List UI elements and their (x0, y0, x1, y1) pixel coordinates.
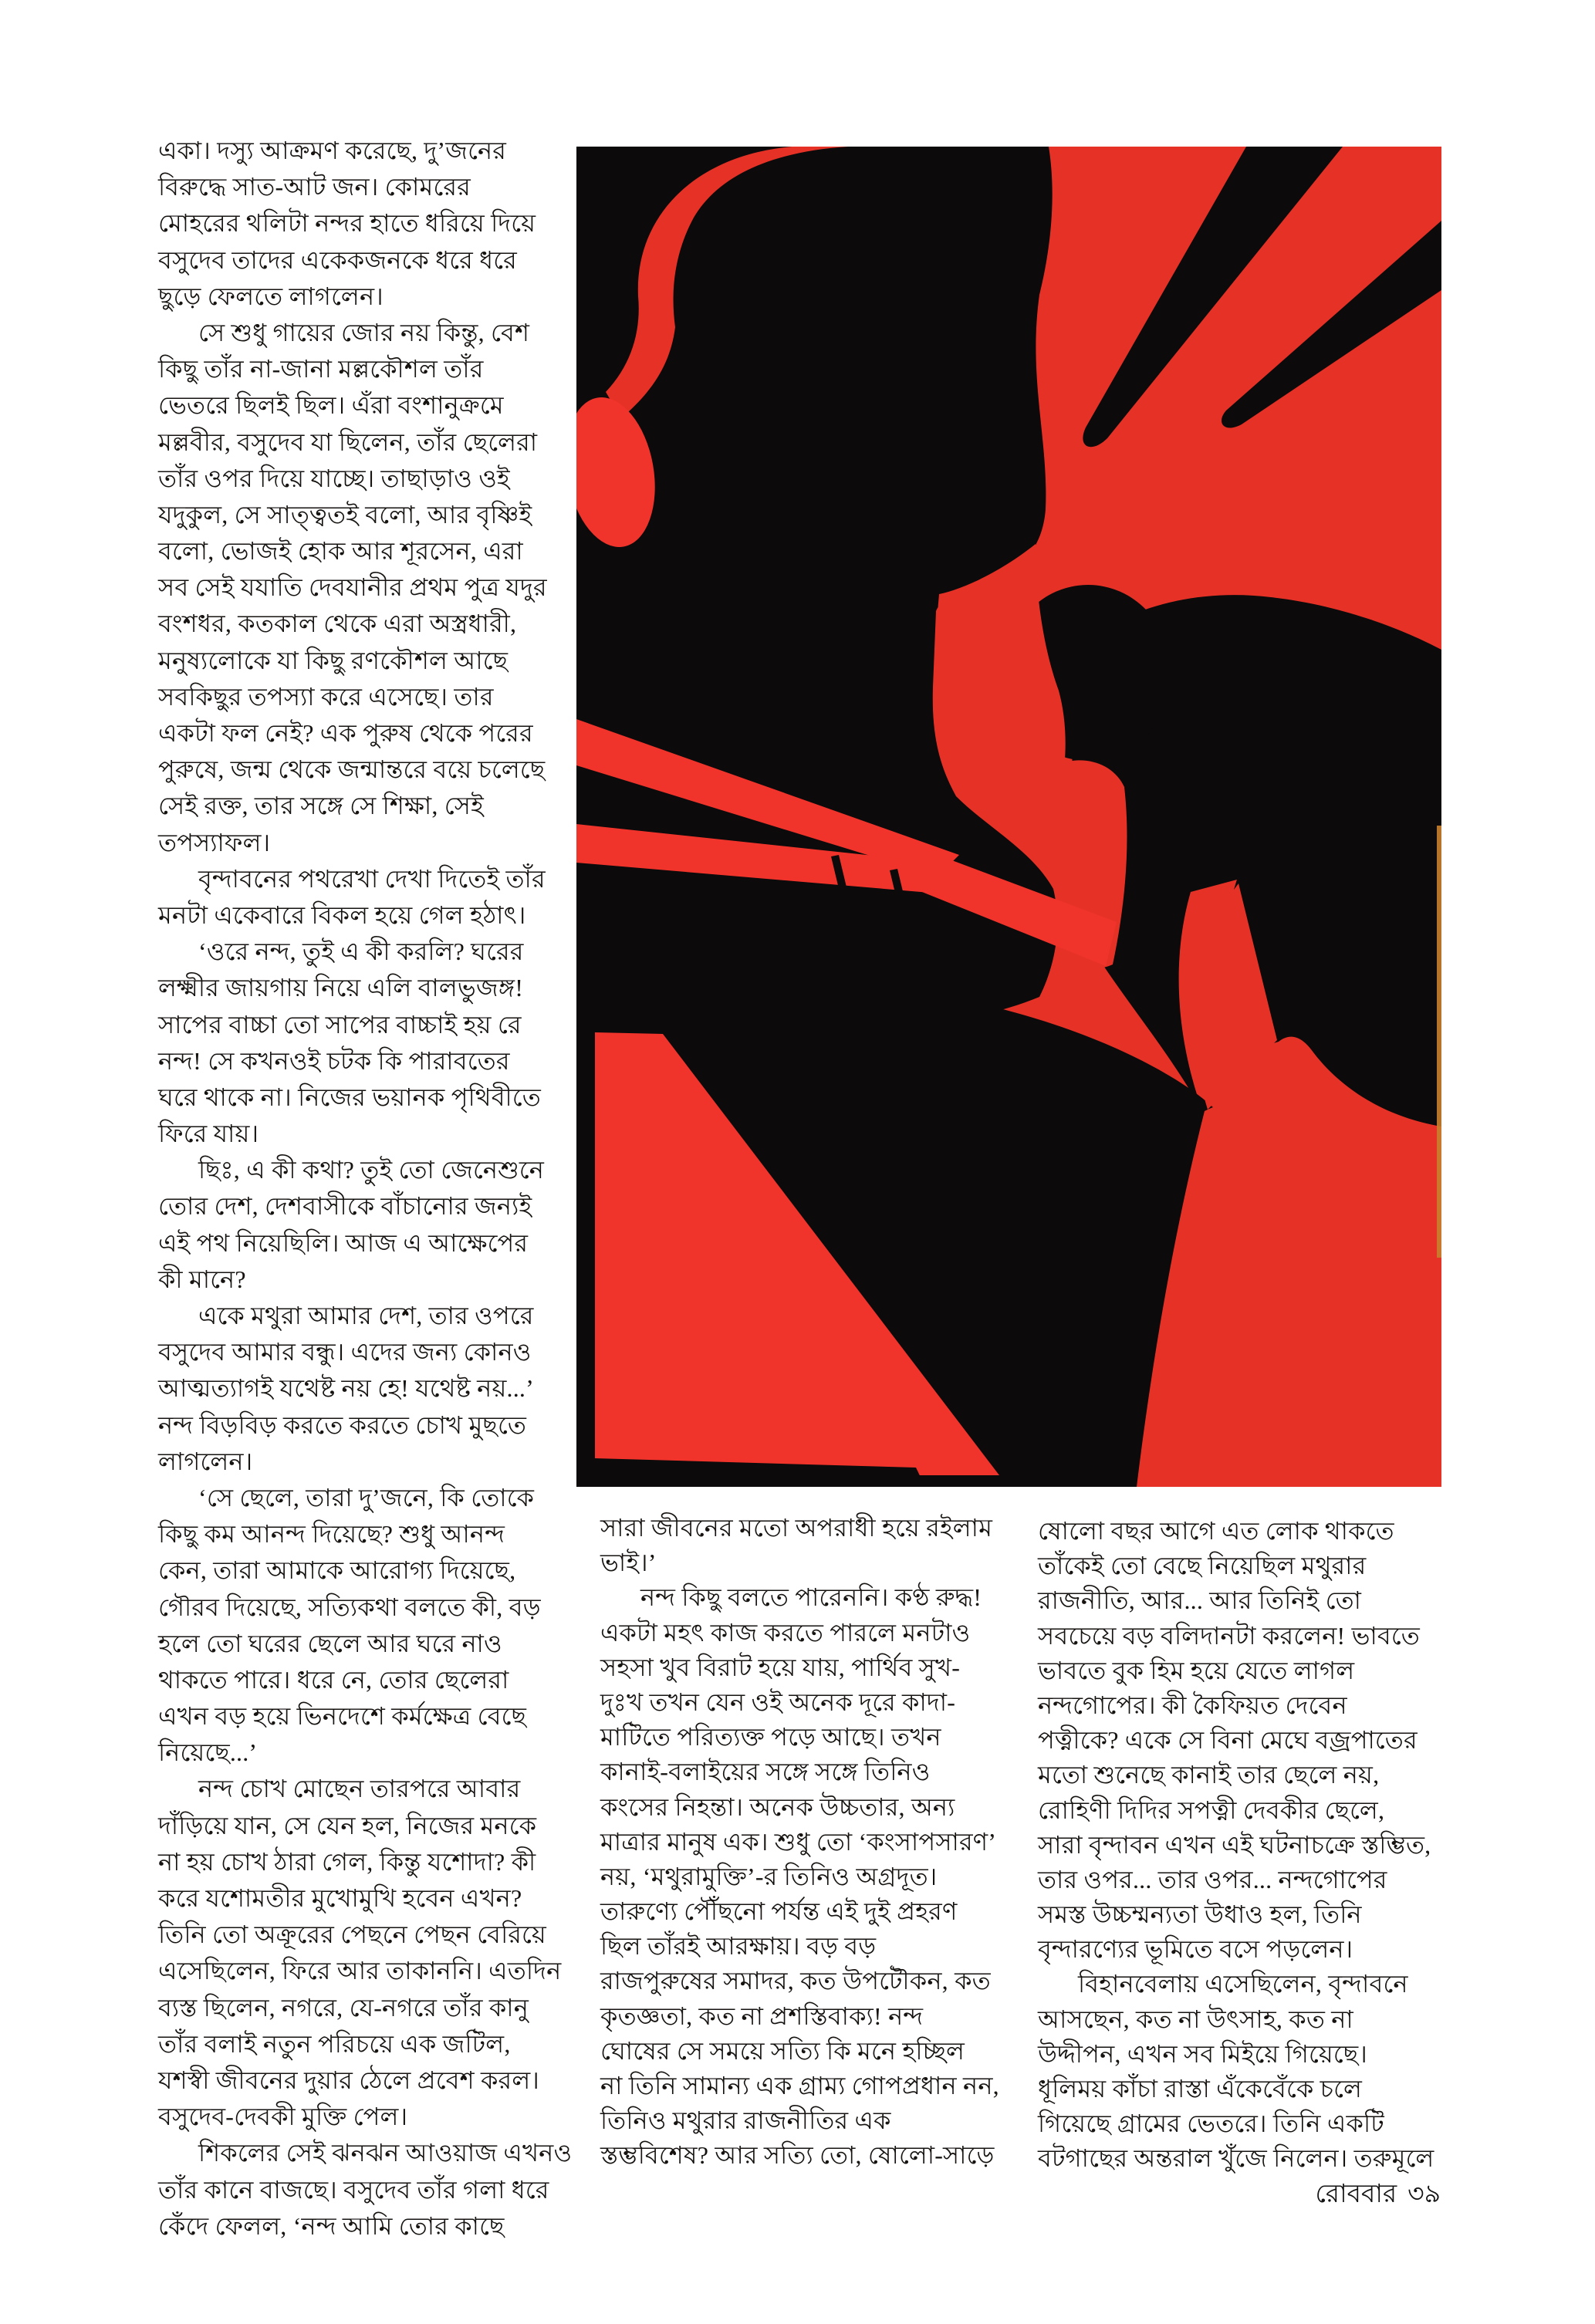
text-line: গৌরব দিয়েছে, সত্যিকথা বলতে কী, বড় (158, 1593, 541, 1621)
text-line: মতো শুনেছে কানাই তার ছেলে নয়, (1038, 1761, 1380, 1789)
text-line: কেঁদে ফেলল, ‘নন্দ আমি তোর কাছে (158, 2211, 505, 2240)
text-line: বৃন্দাবনের পথরেখা দেখা দিতেই তাঁর (198, 864, 546, 893)
text-line: যশস্বী জীবনের দুয়ার ঠেলে প্রবেশ করল। (158, 2066, 540, 2094)
text-line: তিনি তো অক্রূরের পেছনে পেছন বেরিয়ে (158, 1920, 546, 1949)
text-line: ভাই।’ (600, 1549, 657, 1577)
text-line: বসুদেব তাদের একেকজনকে ধরে ধরে (158, 245, 517, 274)
text-line: মল্লবীর, বসুদেব যা ছিলেন, তাঁর ছেলেরা (158, 427, 538, 456)
text-line: ছিল তাঁরই আরক্ষায়। বড় বড় (600, 1932, 877, 1961)
text-line: রাজনীতি, আর... আর তিনিই তো (1038, 1586, 1362, 1615)
text-line: কেন, তারা আমাকে আরোগ্য দিয়েছে, (158, 1556, 516, 1585)
text-line: বটগাছের অন্তরাল খুঁজে নিলেন। তরুমূলে (1038, 2144, 1434, 2173)
text-line: ‘সে ছেলে, তারা দু’জনে, কি তোকে (198, 1483, 535, 1512)
page-number: ৩৯ (1407, 2180, 1441, 2208)
text-line: কংসের নিহন্তা। অনেক উচ্চতার, অন্য (600, 1792, 955, 1821)
text-line: নয়, ‘মথুরামুক্তি’-র তিনিও অগ্রদূত। (600, 1862, 938, 1890)
text-line: বলো, ভোজই হোক আর শূরসেন, এরা (158, 537, 523, 566)
text-line: সমস্ত উচ্চম্মন্যতা উধাও হল, তিনি (1038, 1900, 1362, 1929)
text-line: নন্দ! সে কখনওই চটক কি পারাবতের (158, 1046, 510, 1075)
text-line: সারা বৃন্দাবন এখন এই ঘটনাচক্রে স্তম্ভিত, (1038, 1830, 1431, 1859)
text-line: মাত্রার মানুষ এক। শুধু তো ‘কংসাপসারণ’ (600, 1827, 997, 1856)
text-line: তাঁর বলাই নতুন পরিচয়ে এক জটিল, (158, 2029, 511, 2058)
illustration-canvas (576, 147, 1441, 1487)
text-line: নন্দগোপের। কী কৈফিয়ত দেবেন (1038, 1691, 1347, 1719)
text-line: লাগলেন। (158, 1447, 253, 1475)
text-line: বসুদেব আমার বন্ধু। এদের জন্য কোনও (158, 1338, 532, 1366)
text-line: হলে তো ঘরের ছেলে আর ঘরে নাও (158, 1629, 502, 1657)
text-line: কিছু কম আনন্দ দিয়েছে? শুধু আনন্দ (158, 1520, 505, 1549)
text-line: এই পথ নিয়েছিলি। আজ এ আক্ষেপের (158, 1228, 529, 1257)
text-line: বিহানবেলায় এসেছিলেন, বৃন্দাবনে (1078, 1970, 1408, 1998)
text-line: ভেতরে ছিলই ছিল। এঁরা বংশানুক্রমে (158, 391, 504, 420)
text-line: কৃতজ্ঞতা, কত না প্রশস্তিবাক্য! নন্দ (600, 2001, 924, 2030)
abstract-red-black-illustration (576, 147, 1441, 1487)
text-line: এখন বড় হয়ে ভিনদেশে কর্মক্ষেত্র বেছে (158, 1702, 527, 1731)
text-line: তার ওপর... তার ওপর... নন্দগোপের (1038, 1865, 1387, 1893)
text-line: যদুকুল, সে সাত্ত্বতই বলো, আর বৃষ্ণিই (158, 500, 532, 529)
text-line: করে যশোমতীর মুখোমুখি হবেন এখন? (158, 1884, 522, 1912)
text-line: নিয়েছে...’ (158, 1738, 258, 1767)
magazine-name: রোববার (1315, 2180, 1397, 2208)
text-line: তাঁর কানে বাজছে। বসুদেব তাঁর গলা ধরে (158, 2175, 549, 2204)
text-line: মোহরের থলিটা নন্দর হাতে ধরিয়ে দিয়ে (158, 209, 536, 238)
text-line: থাকতে পারে। ধরে নে, তোর ছেলেরা (158, 1665, 509, 1694)
text-line: দুঃখ তখন যেন ওই অনেক দূরে কাদা- (600, 1687, 956, 1716)
text-line: সারা জীবনের মতো অপরাধী হয়ে রইলাম (600, 1514, 993, 1542)
text-line: বংশধর, কতকাল থেকে এরা অস্ত্রধারী, (158, 610, 517, 638)
text-line: শিকলের সেই ঝনঝন আওয়াজ এখনও (198, 2139, 573, 2167)
text-line: তোর দেশ, দেশবাসীকে বাঁচানোর জন্যই (158, 1192, 532, 1221)
text-line: কিছু তাঁর না-জানা মল্লকৌশল তাঁর (158, 355, 484, 383)
text-line: তপস্যাফল। (158, 828, 271, 856)
text-line: কী মানে? (158, 1265, 246, 1293)
text-line: না তিনি সামান্য এক গ্রাম্য গোপপ্রধান নন, (600, 2072, 999, 2099)
text-line: ফিরে যায়। (158, 1120, 259, 1148)
text-line: নন্দ কিছু বলতে পারেননি। কণ্ঠ রুদ্ধ! (640, 1583, 982, 1612)
text-line: একটা মহৎ কাজ করতে পারলে মনটাও (600, 1618, 971, 1647)
text-line: আত্মত্যাগই যথেষ্ট নয় হে! যথেষ্ট নয়...’ (158, 1374, 534, 1403)
text-line: ভাবতে বুক হিম হয়ে যেতে লাগল (1038, 1656, 1355, 1684)
text-line: সহসা খুব বিরাট হয়ে যায়, পার্থিব সুখ- (600, 1653, 961, 1681)
text-line: একে মথুরা আমার দেশ, তার ওপরে (198, 1302, 534, 1329)
text-line: লক্ষ্মীর জায়গায় নিয়ে এলি বালভুজঙ্গ! (158, 974, 524, 1002)
text-line: ঘরে থাকে না। নিজের ভয়ানক পৃথিবীতে (158, 1083, 541, 1111)
text-line: ‘ওরে নন্দ, তুই এ কী করলি? ঘরের (198, 937, 524, 966)
page-footer (1132, 2180, 1441, 2208)
text-line: দাঁড়িয়ে যান, সে যেন হল, নিজের মনকে (158, 1811, 537, 1839)
text-line: ঘোষের সে সময়ে সত্যি কি মনে হচ্ছিল (600, 2036, 965, 2065)
text-line: গিয়েছে গ্রামের ভেতরে। তিনি একটি (1038, 2110, 1384, 2138)
paper-edge-sliver (1437, 826, 1441, 1258)
text-line: নন্দ চোখ মোছেন তারপরে আবার (198, 1775, 521, 1803)
text-line: তারুণ্যে পৌঁছনো পর্যন্ত এই দুই প্রহরণ (600, 1897, 958, 1926)
text-line: না হয় চোখ ঠারা গেল, কিন্তু যশোদা? কী (158, 1847, 536, 1876)
text-line: রাজপুরুষের সমাদর, কত উপটৌকন, কত (600, 1967, 991, 1995)
text-line: পুরুষে, জন্ম থেকে জন্মান্তরে বয়ে চলেছে (158, 755, 546, 784)
text-line: তিনিও মথুরার রাজনীতির এক (600, 2106, 891, 2135)
text-line: সাপের বাচ্চা তো সাপের বাচ্চাই হয় রে (158, 1010, 522, 1039)
text-line: উদ্দীপন, এখন সব মিইয়ে গিয়েছে। (1038, 2039, 1367, 2068)
text-line: বসুদেব-দেবকী মুক্তি পেল। (158, 2103, 408, 2131)
text-line: বিরুদ্ধে সাত-আট জন। কোমরের (158, 173, 471, 201)
text-line: বৃন্দারণ্যের ভূমিতে বসে পড়লেন। (1038, 1935, 1353, 1964)
text-line: তাঁকেই তো বেছে নিয়েছিল মথুরার (1038, 1552, 1367, 1580)
left-text-column (158, 133, 573, 2245)
text-line: রোহিণী দিদির সপত্নী দেবকীর ছেলে, (1038, 1795, 1385, 1824)
text-line: ষোলো বছর আগে এত লোক থাকতে (1038, 1517, 1394, 1545)
text-line: একটা ফল নেই? এক পুরুষ থেকে পরের (158, 719, 533, 747)
text-line: এসেছিলেন, ফিরে আর তাকাননি। এতদিন (158, 1957, 562, 1985)
text-line: মাটিতে পরিত্যক্ত পড়ে আছে। তখন (600, 1723, 941, 1751)
text-line: সবকিছুর তপস্যা করে এসেছে। তার (158, 682, 494, 711)
text-line: সে শুধু গায়ের জোর নয় কিন্তু, বেশ (198, 318, 530, 346)
middle-text-column (600, 1511, 999, 2174)
text-line: সবচেয়ে বড় বলিদানটা করলেন! ভাবতে (1038, 1621, 1421, 1650)
text-line: ছিঃ, এ কী কথা? তুই তো জেনেশুনে (198, 1156, 545, 1184)
text-line: মনুষ্যলোকে যা কিছু রণকৌশল আছে (158, 646, 509, 674)
text-line: ছুড়ে ফেলতে লাগলেন। (158, 282, 384, 310)
text-line: মনটা একেবারে বিকল হয়ে গেল হঠাৎ। (158, 900, 526, 929)
text-line: সেই রক্ত, তার সঙ্গে সে শিক্ষা, সেই (158, 792, 484, 820)
text-line: ধূলিময় কাঁচা রাস্তা এঁকেবেঁকে চলে (1038, 2075, 1363, 2103)
text-line: কানাই-বলাইয়ের সঙ্গে সঙ্গে তিনিও (600, 1758, 931, 1786)
text-line: স্তম্ভবিশেষ? আর সত্যি তো, ষোলো-সাড়ে (600, 2141, 995, 2170)
text-line: সব সেই যযাতি দেবযানীর প্রথম পুত্র যদুর (158, 573, 547, 602)
right-text-column (1038, 1514, 1441, 2177)
text-line: ব্যস্ত ছিলেন, নগরে, যে-নগরে তাঁর কানু (158, 1993, 529, 2022)
text-line: নন্দ বিড়বিড় করতে করতে চোখ মুছতে (158, 1410, 527, 1439)
text-line: আসছেন, কত না উৎসাহ, কত না (1038, 2005, 1353, 2033)
text-line: তাঁর ওপর দিয়ে যাচ্ছে। তাছাড়াও ওই (158, 464, 510, 492)
text-line: পত্নীকে? একে সে বিনা মেঘে বজ্রপাতের (1038, 1726, 1418, 1755)
text-line: একা। দস্যু আক্রমণ করেছে, দু’জনের (158, 137, 507, 164)
